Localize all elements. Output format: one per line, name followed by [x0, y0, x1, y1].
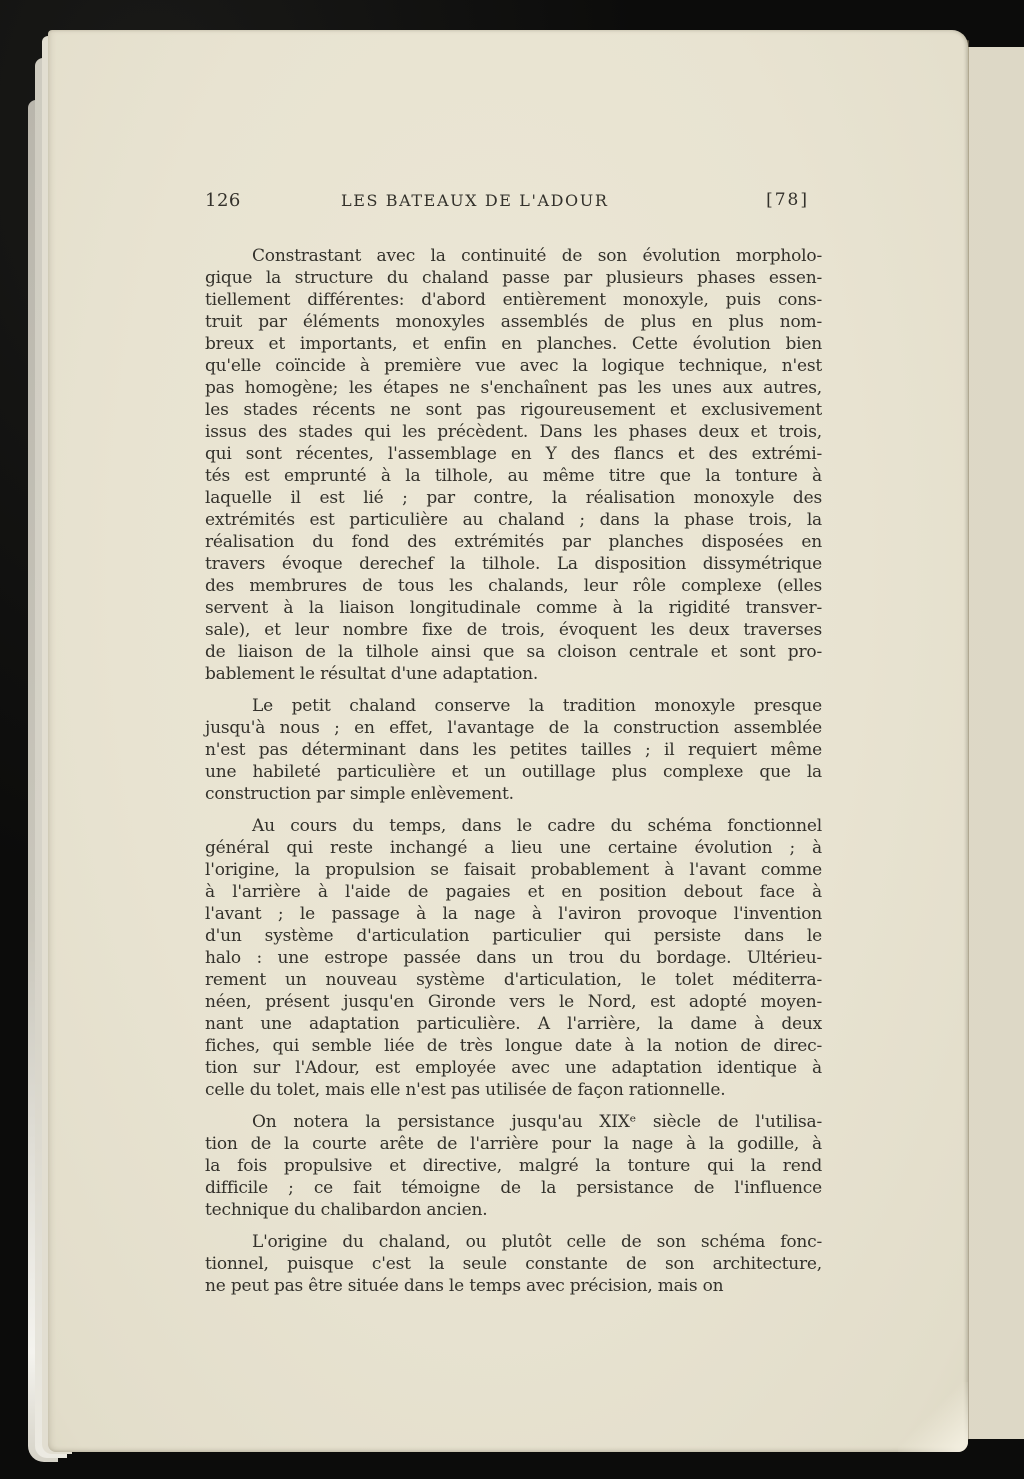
- text-line: halo : une estrope passée dans un trou du bordage. Ultérieu-: [205, 948, 822, 968]
- text-line: tion sur l'Adour, est employée avec une adaptation identique à: [205, 1058, 822, 1078]
- text-line: tion de la courte arête de l'arrière pour la nage à la godille, à: [205, 1134, 822, 1154]
- text-line: tés est emprunté à la tilhole, au même titre que la tonture à: [205, 466, 822, 486]
- text-line: difficile ; ce fait témoigne de la persistance de l'influence: [205, 1178, 822, 1198]
- paragraph: [205, 245, 822, 685]
- text-block: [205, 245, 822, 1297]
- text-line: qui sont récentes, l'assemblage en Y des flancs et des extrémi-: [205, 444, 822, 464]
- text-line: Constrastant avec la continuité de son évolution morpholo-: [252, 246, 822, 266]
- text-line: Au cours du temps, dans le cadre du schéma fonctionnel: [252, 816, 822, 836]
- text-line: extrémités est particulière au chaland ; dans la phase trois, la: [205, 510, 822, 530]
- text-line: néen, présent jusqu'en Gironde vers le Nord, est adopté moyen-: [205, 992, 822, 1012]
- text-line: gique la structure du chaland passe par plusieurs phases essen-: [205, 268, 822, 288]
- text-line: des membrures de tous les chalands, leur rôle complexe (elles: [205, 576, 822, 596]
- paragraph: [205, 695, 822, 805]
- paragraph: [205, 815, 822, 1101]
- text-line: truit par éléments monoxyles assemblés de plus en plus nom-: [205, 312, 822, 332]
- page-title: LES BATEAUX DE L'ADOUR: [341, 191, 609, 210]
- text-line: technique du chalibardon ancien.: [205, 1200, 488, 1220]
- paragraph: [205, 1111, 822, 1221]
- text-line: celle du tolet, mais elle n'est pas utilisée de façon rationnelle.: [205, 1080, 726, 1100]
- text-line: fiches, qui semble liée de très longue date à la notion de direc-: [205, 1036, 822, 1056]
- text-line: à l'arrière à l'aide de pagaies et en position debout face à: [205, 882, 822, 902]
- text-line: les stades récents ne sont pas rigoureusement et exclusivement: [205, 400, 822, 420]
- text-line: de liaison de la tilhole ainsi que sa cloison centrale et sont pro-: [205, 642, 822, 662]
- page-number: 126: [205, 190, 241, 211]
- text-line: tiellement différentes: d'abord entièrement monoxyle, puis cons-: [205, 290, 822, 310]
- book-page: [48, 30, 968, 1452]
- text-line: travers évoque derechef la tilhole. La disposition dissymétrique: [205, 554, 822, 574]
- text-line: construction par simple enlèvement.: [205, 784, 514, 804]
- paragraph: [205, 1231, 822, 1297]
- folded-corner: [898, 1382, 968, 1452]
- text-line: général qui reste inchangé a lieu une certaine évolution ; à: [205, 838, 822, 858]
- text-line: Le petit chaland conserve la tradition monoxyle presque: [252, 696, 822, 716]
- text-line: rement un nouveau système d'articulation, le tolet méditerra-: [205, 970, 822, 990]
- text-line: issus des stades qui les précèdent. Dans les phases deux et trois,: [205, 422, 822, 442]
- text-line: n'est pas déterminant dans les petites tailles ; il requiert même: [205, 740, 822, 760]
- text-line: L'origine du chaland, ou plutôt celle de son schéma fonc-: [252, 1232, 822, 1252]
- text-line: l'origine, la propulsion se faisait probablement à l'avant comme: [205, 860, 822, 880]
- text-line: servent à la liaison longitudinale comme à la rigidité transver-: [205, 598, 822, 618]
- text-line: l'avant ; le passage à la nage à l'aviron provoque l'invention: [205, 904, 822, 924]
- text-line: ne peut pas être située dans le temps avec précision, mais on: [205, 1276, 724, 1296]
- page-content: [205, 190, 822, 1297]
- text-line: qu'elle coïncide à première vue avec la logique technique, n'est: [205, 356, 822, 376]
- text-line: On notera la persistance jusqu'au XIXᵉ siècle de l'utilisa-: [252, 1112, 822, 1132]
- text-line: nant une adaptation particulière. A l'arrière, la dame à deux: [205, 1014, 822, 1034]
- text-line: breux et importants, et enfin en planches. Cette évolution bien: [205, 334, 822, 354]
- text-line: laquelle il est lié ; par contre, la réalisation monoxyle des: [205, 488, 822, 508]
- text-line: jusqu'à nous ; en effet, l'avantage de la construction assemblée: [205, 718, 822, 738]
- text-line: réalisation du fond des extrémités par planches disposées en: [205, 532, 822, 552]
- text-line: sale), et leur nombre fixe de trois, évoquent les deux traverses: [205, 620, 822, 640]
- text-line: bablement le résultat d'une adaptation.: [205, 664, 539, 684]
- text-line: une habileté particulière et un outillage plus complexe que la: [205, 762, 822, 782]
- running-head: [205, 190, 822, 214]
- folio-number: [78]: [766, 190, 809, 210]
- text-line: d'un système d'articulation particulier qui persiste dans le: [205, 926, 822, 946]
- text-line: tionnel, puisque c'est la seule constante de son architecture,: [205, 1254, 822, 1274]
- text-line: pas homogène; les étapes ne s'enchaînent pas les unes aux autres,: [205, 378, 822, 398]
- text-line: la fois propulsive et directive, malgré la tonture qui la rend: [205, 1156, 822, 1176]
